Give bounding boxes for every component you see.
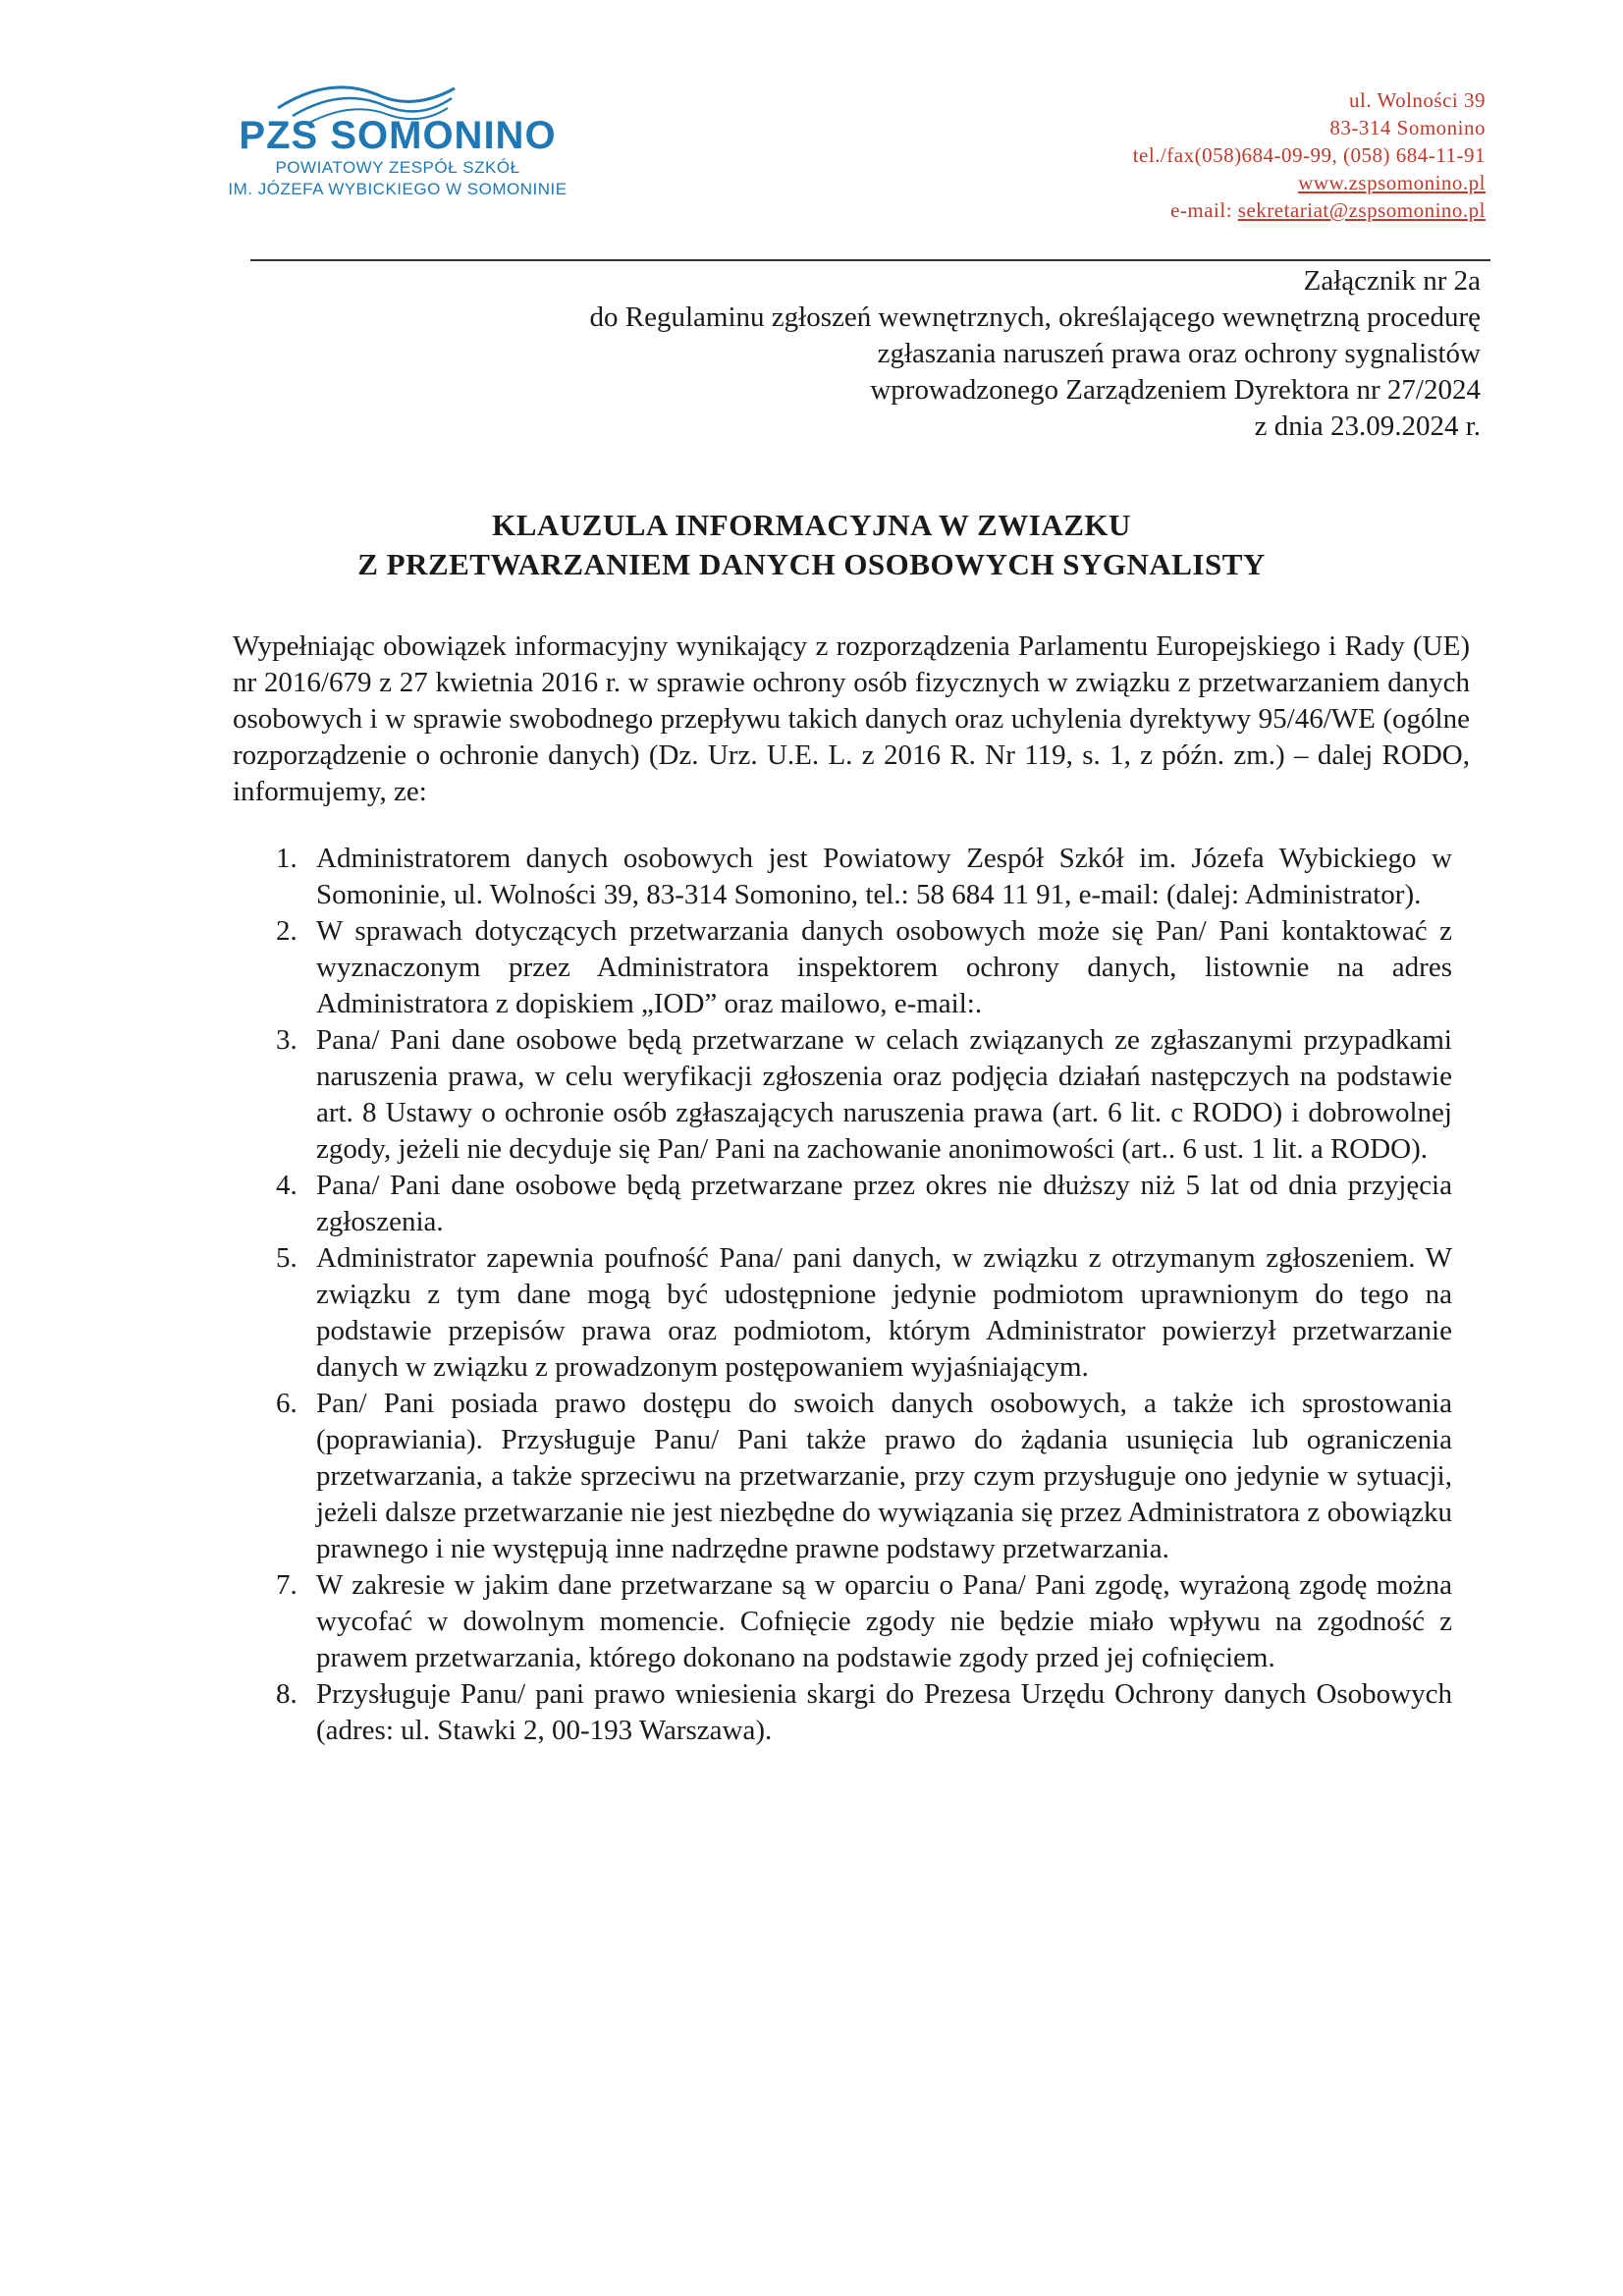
list-item-number: 1. xyxy=(276,843,298,874)
annex-line-1: Załącznik nr 2a xyxy=(1303,265,1481,297)
title-line-1: KLAUZULA INFORMACYJNA W ZWIAZKU xyxy=(492,508,1131,542)
school-logo xyxy=(187,77,609,200)
address-street: ul. Wolności 39 xyxy=(1348,88,1486,112)
annex-line-2: do Regulaminu zgłoszeń wewnętrznych, określającego wewnętrzną procedurę xyxy=(589,301,1481,333)
website-link[interactable]: www.zspsomonino.pl xyxy=(1298,171,1486,194)
list-item-text: Przysługuje Panu/ pani prawo wniesienia skargi do Prezesa Urzędu Ochrony danych Osobowych (adres: ul. Stawki 2, 00-193 Warszawa). xyxy=(316,1678,1452,1746)
document-title xyxy=(0,506,1623,584)
school-short-name: PZS SOMONINO xyxy=(239,114,557,157)
list-item-text: Administratorem danych osobowych jest Powiatowy Zespół Szkół im. Józefa Wybickiego w Somoninie, ul. Wolności 39, 83-314 Somonino, tel.: 58 684 11 91, e-mail: (dalej: Administrator). xyxy=(316,843,1452,910)
list-item-number: 3. xyxy=(276,1024,298,1056)
list-item xyxy=(233,1386,1470,1567)
list-item-number: 2. xyxy=(276,915,298,947)
list-item xyxy=(233,841,1470,913)
annex-line-4: wprowadzonego Zarządzeniem Dyrektora nr 27/2024 xyxy=(870,374,1481,406)
list-item-number: 5. xyxy=(276,1242,298,1274)
annex-line-5: z dnia 23.09.2024 r. xyxy=(1254,410,1481,442)
list-item-text: Pan/ Pani posiada prawo dostępu do swoich danych osobowych, a także ich sprostowania (poprawiania). Przysługuje Panu/ Pani także prawo do żądania usunięcia lub ograniczenia przetwarzania, a także sprzeciwu na przetwarzanie, przy czym przysługuje ono jedynie w sytuacji, jeżeli dalsze przetwarzanie nie jest niezbędne do wywiązania się przez Administratora z obowiązku prawnego i nie występują inne nadrzędne prawne podstawy przetwarzania. xyxy=(316,1388,1452,1564)
contact-info xyxy=(1133,86,1486,224)
list-item xyxy=(233,1168,1470,1240)
annex-header xyxy=(590,263,1481,445)
information-list xyxy=(233,841,1470,1749)
list-item-number: 8. xyxy=(276,1678,298,1710)
list-item-number: 7. xyxy=(276,1569,298,1601)
list-item xyxy=(233,1022,1470,1168)
school-name-line2: IM. JÓZEFA WYBICKIEGO W SOMONINIE xyxy=(228,180,568,198)
list-item-text: Pana/ Pani dane osobowe będą przetwarzane w celach związanych ze zgłaszanymi przypadkami naruszenia prawa, w celu weryfikacji zgłoszenia oraz podjęcia działań następczych na podstawie art. 8 Ustawy o ochronie osób zgłaszających naruszenia prawa (art. 6 lit. c RODO) i dobrowolnej zgody, jeżeli nie decyduje się Pan/ Pani na zachowanie anonimowości (art.. 6 ust. 1 lit. a RODO). xyxy=(316,1024,1452,1165)
annex-line-3: zgłaszania naruszeń prawa oraz ochrony sygnalistów xyxy=(877,338,1481,369)
email-label: e-mail: xyxy=(1170,198,1238,222)
list-item xyxy=(233,1240,1470,1386)
wave-logo-icon xyxy=(273,69,460,128)
list-item xyxy=(233,1567,1470,1676)
title-line-2: Z PRZETWARZANIEM DANYCH OSOBOWYCH SYGNALISTY xyxy=(357,547,1266,581)
phone-numbers: tel./fax(058)684-09-99, (058) 684-11-91 xyxy=(1132,143,1486,167)
intro-paragraph: Wypełniając obowiązek informacyjny wynikający z rozporządzenia Parlamentu Europejskiego i Rady (UE) nr 2016/679 z 27 kwietnia 2016 r. w sprawie ochrony osób fizycznych w związku z przetwarzaniem danych osobowych i w sprawie swobodnego przepływu takich danych oraz uchylenia dyrektywy 95/46/WE (ogólne rozporządzenie o ochronie danych) (Dz. Urz. U.E. L. z 2016 R. Nr 119, s. 1, z późn. zm.) – dalej RODO, informujemy, ze: xyxy=(233,630,1470,807)
list-item-text: Administrator zapewnia poufność Pana/ pani danych, w związku z otrzymanym zgłoszeniem. W związku z tym dane mogą być udostępnione jedynie podmiotom uprawnionym do tego na podstawie przepisów prawa oraz podmiotom, którym Administrator powierzył przetwarzanie danych w związku z prowadzonym postępowaniem wyjaśniającym. xyxy=(316,1242,1452,1383)
address-city: 83-314 Somonino xyxy=(1329,116,1486,139)
list-item-text: Pana/ Pani dane osobowe będą przetwarzane przez okres nie dłuższy niż 5 lat od dnia przyjęcia zgłoszenia. xyxy=(316,1170,1452,1237)
list-item xyxy=(233,1676,1470,1749)
header-divider xyxy=(250,259,1490,261)
list-item-number: 6. xyxy=(276,1388,298,1419)
list-item-number: 4. xyxy=(276,1170,298,1201)
list-item-text: W sprawach dotyczących przetwarzania danych osobowych może się Pan/ Pani kontaktować z wyznaczonym przez Administratora inspektorem ochrony danych, listownie na adres Administratora z dopiskiem „IOD” oraz mailowo, e-mail:. xyxy=(316,915,1452,1019)
list-item-text: W zakresie w jakim dane przetwarzane są w oparciu o Pana/ Pani zgodę, wyrażoną zgodę można wycofać w dowolnym momencie. Cofnięcie zgody nie będzie miało wpływu na zgodność z prawem przetwarzania, którego dokonano na podstawie zgody przed jej cofnięciem. xyxy=(316,1569,1452,1673)
school-name-line1: POWIATOWY ZESPÓŁ SZKÓŁ xyxy=(275,158,520,177)
email-link[interactable]: sekretariat@zspsomonino.pl xyxy=(1237,198,1486,222)
list-item xyxy=(233,913,1470,1022)
